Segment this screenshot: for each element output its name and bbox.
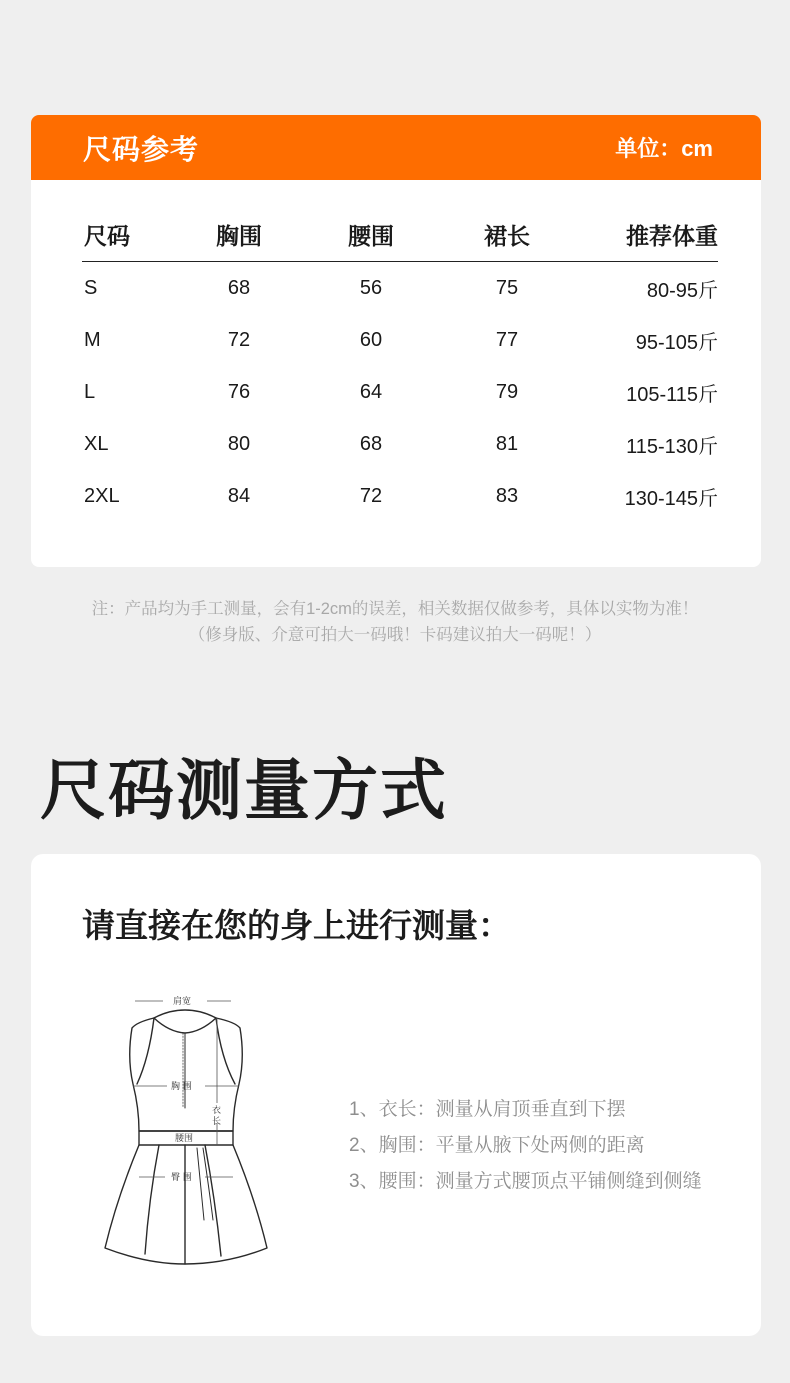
cell-size: S (84, 276, 98, 299)
cell-waist: 72 (359, 484, 383, 507)
instruction-length: 1、衣长：测量从肩顶垂直到下摆 (349, 1099, 626, 1120)
table-row (82, 418, 718, 470)
label-hip: 臀 围 (171, 1173, 192, 1183)
cell-weight: 80-95斤 (646, 279, 718, 302)
table-row (82, 470, 718, 522)
cell-size: L (84, 380, 96, 403)
cell-waist: 64 (359, 380, 383, 403)
measurement-instructions (349, 1092, 702, 1200)
size-table-header (82, 218, 718, 262)
measurement-note (0, 596, 790, 648)
cell-bust: 84 (227, 484, 251, 507)
instruction-waist: 3、腰围：测量方式腰顶点平铺侧缝到侧缝 (349, 1171, 702, 1192)
table-row (82, 314, 718, 366)
size-card-header (31, 115, 761, 180)
cell-length: 77 (495, 328, 519, 351)
instruction-chest: 2、胸围：平量从腋下处两侧的距离 (349, 1135, 645, 1156)
size-card-unit: 单位：cm (615, 136, 713, 161)
size-reference-card (31, 115, 761, 567)
header-waist: 腰围 (348, 223, 394, 249)
cell-length: 81 (495, 432, 519, 455)
cell-size: 2XL (84, 484, 120, 507)
dress-bodice (130, 1018, 243, 1131)
measurement-heading: 请直接在您的身上进行测量： (82, 907, 511, 944)
cell-length: 75 (495, 276, 519, 299)
cell-length: 79 (495, 380, 519, 403)
size-table (82, 218, 718, 522)
header-weight: 推荐体重 (626, 223, 718, 249)
cell-waist: 56 (359, 276, 383, 299)
cell-bust: 72 (227, 328, 251, 351)
note-line-1: 注：产品均为手工测量，会有1-2cm的误差，相关数据仅做参考，具体以实物为准！ (91, 600, 699, 618)
note-line-2: （修身版、介意可拍大一码哦！卡码建议拍大一码呢！） (188, 626, 602, 644)
header-bust: 胸围 (216, 223, 262, 249)
cell-length: 83 (495, 484, 519, 507)
label-chest: 胸 围 (171, 1082, 192, 1092)
label-waist: 腰围 (175, 1134, 194, 1144)
table-row (82, 366, 718, 418)
label-length-2: 长 (212, 1117, 222, 1127)
cell-waist: 68 (359, 432, 383, 455)
header-size: 尺码 (84, 223, 130, 249)
cell-size: XL (84, 432, 109, 455)
table-row (82, 262, 718, 314)
measurement-card (31, 854, 761, 1336)
dress-skirt (105, 1145, 267, 1264)
cell-weight: 115-130斤 (626, 435, 718, 458)
dress-neckline (154, 1010, 216, 1033)
cell-waist: 60 (359, 328, 383, 351)
cell-bust: 76 (227, 380, 251, 403)
cell-weight: 130-145斤 (624, 487, 718, 510)
header-length: 裙长 (484, 223, 530, 249)
section-title: 尺码测量方式 (40, 753, 448, 827)
label-length-1: 衣 (212, 1106, 222, 1116)
size-card-title: 尺码参考 (83, 133, 200, 165)
cell-weight: 105-115斤 (626, 383, 718, 406)
cell-size: M (84, 328, 101, 351)
dress-diagram (97, 988, 277, 1278)
cell-weight: 95-105斤 (635, 331, 718, 354)
cell-bust: 80 (227, 432, 251, 455)
cell-bust: 68 (227, 276, 251, 299)
label-shoulder: 肩宽 (173, 997, 192, 1007)
